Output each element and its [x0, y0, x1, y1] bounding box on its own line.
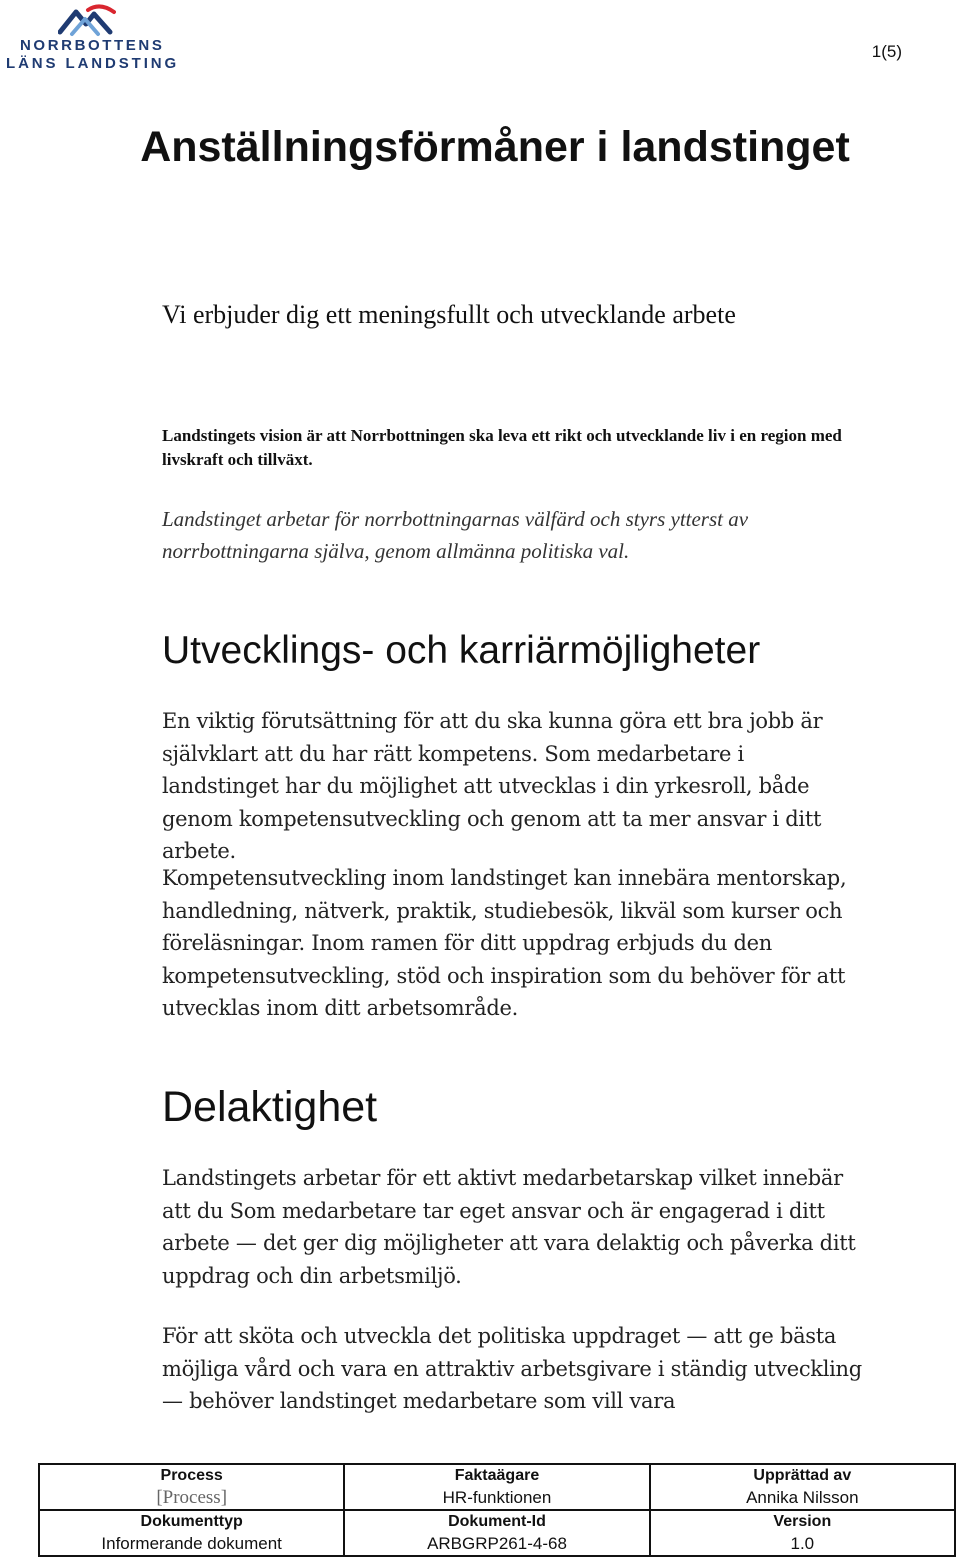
page-number: 1(5)	[871, 42, 902, 61]
footer-row	[39, 1510, 955, 1556]
process-label: Process	[160, 1467, 223, 1484]
footer-row	[39, 1464, 955, 1510]
document-id-value: ARBGRP261-4-68	[427, 1534, 567, 1553]
governance-statement: Landstinget arbetar för norrbottningarnas välfärd och styrs ytterst av norrbottningarna själva, genom allmänna politiska val.	[162, 507, 749, 563]
competence-paragraph: Kompetensutveckling inom landstinget kan innebära mentorskap, handledning, nätverk, praktik, studiebesök, likväl som kurser och föreläsningar. Inom ramen för ditt uppdrag erbjuds du den kompetensutveckling, stöd och inspiration som du behöver för att utvecklas inom ditt arbetsområde.	[162, 866, 847, 1020]
footer-cell-version	[650, 1510, 955, 1556]
footer-cell-process	[39, 1464, 344, 1510]
document-title: Anställningsförmåner i landstinget	[140, 123, 850, 171]
development-paragraph: En viktig förutsättning för att du ska kunna göra ett bra jobb är självklart att du har rätt kompetens. Som medarbetare i landstinget har du möjlighet att utvecklas i din yrkesroll, både genom kompetensutveckling och genom att ta mer ansvar i ditt arbete.	[162, 709, 823, 863]
section-heading-participation: Delaktighet	[162, 1083, 378, 1131]
footer-cell-owner	[344, 1464, 649, 1510]
footer-cell-created	[650, 1464, 955, 1510]
version-label: Version	[773, 1513, 832, 1530]
owner-value: HR-funktionen	[442, 1488, 552, 1507]
intro-subtitle: Vi erbjuder dig ett meningsfullt och utvecklande arbete	[162, 300, 736, 329]
document-type-label: Dokumenttyp	[140, 1513, 243, 1530]
created-by-value: Annika Nilsson	[746, 1488, 859, 1507]
mission-paragraph: För att sköta och utveckla det politiska uppdraget — att ge bästa möjliga vård och vara en attraktiv arbetsgivare i ständig utveckling — behöver landstinget medarbetare som vill vara	[162, 1324, 862, 1413]
version-value: 1.0	[790, 1534, 815, 1553]
document-footer-table	[38, 1463, 956, 1557]
footer-cell-doctype	[39, 1510, 344, 1556]
process-value: [Process]	[156, 1487, 228, 1508]
logo-text-line1: NORRBOTTENS	[20, 37, 165, 54]
organization-logo	[6, 4, 180, 72]
owner-label: Faktaägare	[454, 1467, 540, 1484]
logo-mark-icon	[58, 4, 116, 38]
vision-statement: Landstingets vision är att Norrbottningen ska leva ett rikt och utvecklande liv i en region med livskraft och tillväxt.	[162, 426, 842, 469]
participation-paragraph: Landstingets arbetar för ett aktivt medarbetarskap vilket innebär att du Som medarbetare tar eget ansvar och är engagerad i ditt arbete — det ger dig möjligheter att vara delaktig och påverka ditt uppdrag och din arbetsmiljö.	[162, 1166, 856, 1288]
logo-text-line2: LÄNS LANDSTING	[6, 55, 180, 72]
document-id-label: Dokument-Id	[448, 1513, 546, 1530]
footer-cell-docid	[344, 1510, 649, 1556]
section-heading-development: Utvecklings- och karriärmöjligheter	[162, 629, 761, 672]
document-type-value: Informerande dokument	[101, 1534, 282, 1553]
created-by-label: Upprättad av	[753, 1467, 852, 1484]
